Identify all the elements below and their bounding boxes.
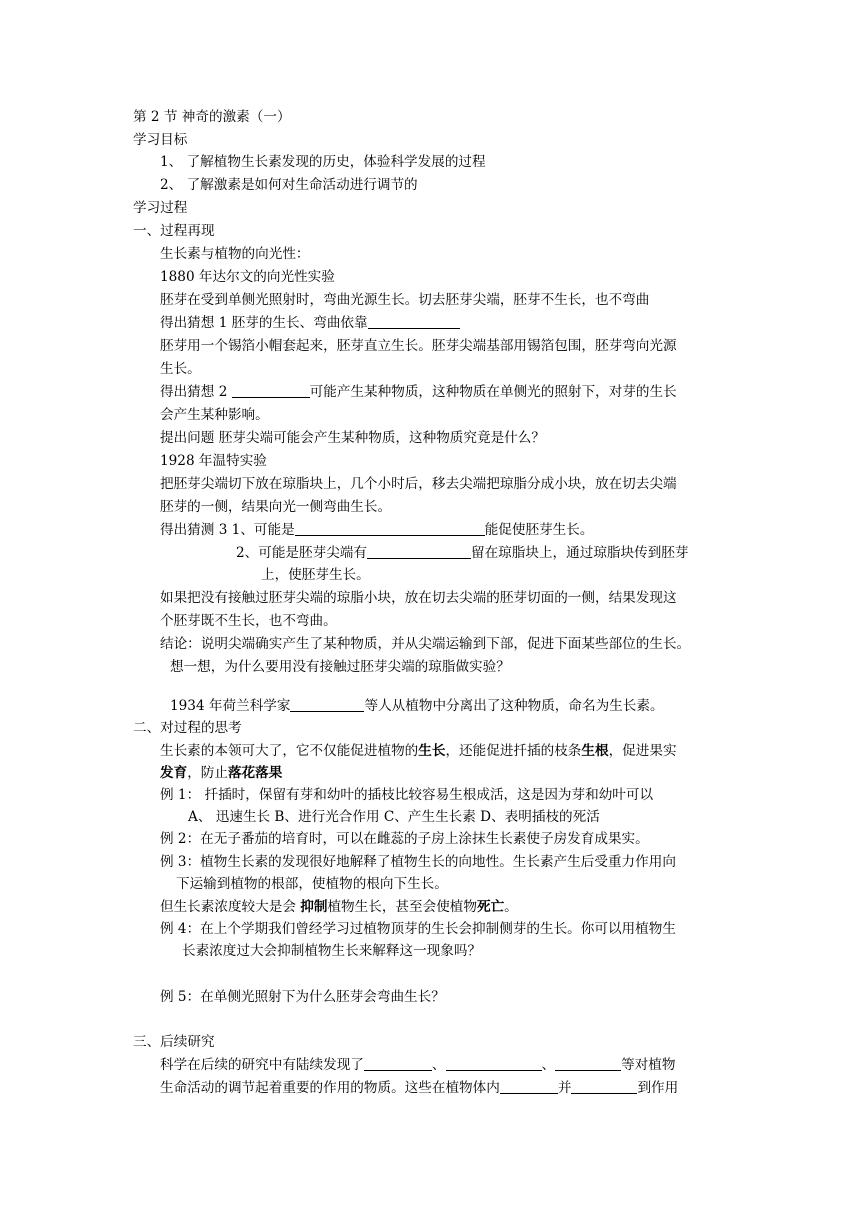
fill-in-blank[interactable]: [367, 544, 471, 559]
fill-in-blank[interactable]: [232, 383, 310, 398]
text-run: 、: [431, 1057, 446, 1073]
paragraph-line: [160, 1079, 678, 1097]
goal-2: 2、 了解激素是如何对生命活动进行调节的: [160, 177, 418, 193]
example-3-line-2: 下运输到植物的根部，使植物的根向下生长。: [176, 876, 448, 892]
paragraph-line: 生长。: [160, 361, 201, 377]
fill-in-blank[interactable]: [364, 1056, 432, 1071]
text-run: ，防止: [187, 765, 228, 781]
fill-in-blank[interactable]: [295, 521, 485, 536]
fill-in-blank[interactable]: [500, 1079, 558, 1094]
text-run: 。: [504, 899, 518, 915]
text-run: ，还能促进扦插的枝条: [445, 743, 582, 759]
paragraph-line: 个胚芽既不生长，也不弯曲。: [160, 613, 337, 629]
text-run: 科学在后续的研究中有陆续发现了: [160, 1057, 364, 1073]
text-run: 留在琼脂块上，通过琼脂块传到胚芽: [471, 545, 689, 561]
example-5: 例 5：在单侧光照射下为什么胚芽会弯曲生长？: [160, 989, 445, 1005]
section-1-heading: 一、过程再现: [133, 223, 215, 239]
example-4-line-2: 长素浓度过大会抑制植物生长来解释这一现象吗？: [182, 943, 482, 959]
text-run: 等对植物: [621, 1057, 676, 1073]
text-run: 植物生长，甚至会使植物: [327, 899, 477, 915]
paragraph-line: [160, 898, 518, 916]
paragraph-line: [160, 742, 677, 760]
text-run: 能促使胚芽生长。: [484, 522, 594, 538]
goals-heading: 学习目标: [133, 132, 188, 148]
process-heading: 学习过程: [133, 200, 188, 216]
paragraph-line: 会产生某种影响。: [160, 407, 269, 423]
text-run: 得出猜测 3 1、可能是: [160, 522, 295, 538]
example-1-question: 例 1： 扦插时，保留有芽和幼叶的插枝比较容易生根成活，这是因为芽和幼叶可以: [160, 787, 654, 803]
text-run: ，促进果实: [608, 743, 677, 759]
text-run: 2、可能是胚芽尖端有: [236, 545, 367, 561]
text-run: 、: [541, 1057, 556, 1073]
text-run: 得出猜想 1 胚芽的生长、弯曲依靠: [160, 315, 368, 331]
bold-term: 抑制: [300, 899, 328, 915]
text-run: 可能产生某种物质，这种物质在单侧光的照射下，对芽的生长: [309, 384, 677, 400]
section-title: 第 2 节 神奇的激素（一）: [133, 109, 291, 125]
goal-1: 1、 了解植物生长素发现的历史，体验科学发展的过程: [160, 154, 486, 170]
text-run: 生命活动的调节起着重要的作用的物质。这些在植物体内: [160, 1080, 500, 1096]
paragraph-line: [160, 521, 593, 539]
paragraph-line: 上，使胚芽生长。: [261, 567, 370, 583]
paragraph-line: 生长素与植物的向光性：: [160, 246, 310, 262]
text-run: 得出猜想 2: [160, 384, 232, 400]
text-run: 生长素的本领可大了，它不仅能促进植物的: [160, 743, 419, 759]
paragraph-line: 1880 年达尔文的向光性实验: [160, 269, 335, 285]
fill-in-blank[interactable]: [571, 1079, 637, 1094]
text-run: 但生长素浓度较大是会: [160, 899, 301, 915]
conclusion-line: 结论：说明尖端确实产生了某种物质，并从尖端运输到下部，促进下面某些部位的生长。: [160, 636, 691, 652]
paragraph-line: 把胚芽尖端切下放在琼脂块上，几个小时后，移去尖端把琼脂分成小块，放在切去尖端: [160, 476, 677, 492]
text-run: 并: [557, 1080, 572, 1096]
fill-in-blank[interactable]: [290, 697, 364, 712]
bold-term: 生长: [418, 743, 446, 759]
example-4-line-1: 例 4：在上个学期我们曾经学习过植物顶芽的生长会抑制侧芽的生长。你可以用植物生: [160, 921, 676, 937]
paragraph-line: 胚芽的一侧，结果向光一侧弯曲生长。: [160, 499, 392, 515]
example-3-line-1: 例 3：植物生长素的发现很好地解释了植物生长的向地性。生长素产生后受重力作用向: [160, 854, 676, 870]
paragraph-line: [170, 697, 664, 715]
fill-in-blank[interactable]: [555, 1056, 621, 1071]
paragraph-line: [160, 383, 677, 401]
text-run: 等人从植物中分离出了这种物质，命名为生长素。: [364, 698, 664, 714]
text-run: 1934 年荷兰科学家: [170, 698, 291, 714]
section-2-heading: 二、对过程的思考: [133, 720, 242, 736]
paragraph-line: 1928 年温特实验: [160, 453, 267, 469]
bold-term: 死亡: [476, 899, 505, 915]
fill-in-blank[interactable]: [368, 314, 460, 329]
paragraph-line: 提出问题 胚芽尖端可能会产生某种物质，这种物质究竟是什么？: [160, 430, 545, 446]
text-run: 到作用: [637, 1080, 679, 1096]
think-question: 想一想，为什么要用没有接触过胚芽尖端的琼脂做实验？: [170, 659, 510, 675]
example-2: 例 2：在无子番茄的培育时，可以在雌蕊的子房上涂抹生长素使子房发育成果实。: [160, 831, 649, 847]
paragraph-line: [160, 314, 460, 332]
paragraph-line: [160, 764, 282, 782]
paragraph-line: 胚芽用一个锡箔小帽套起来，胚芽直立生长。胚芽尖端基部用锡箔包围，胚芽弯向光源: [160, 338, 677, 354]
bold-term: 生根: [581, 743, 609, 759]
bold-term: 发育: [160, 765, 188, 781]
section-3-heading: 三、后续研究: [133, 1034, 215, 1050]
paragraph-line: [160, 1056, 675, 1074]
bold-term: 落花落果: [227, 765, 283, 781]
paragraph-line: 如果把没有接触过胚芽尖端的琼脂小块，放在切去尖端的胚芽切面的一侧，结果发现这: [160, 590, 677, 606]
example-1-options: A、 迅速生长 B、进行光合作用 C、产生生长素 D、表明插枝的死活: [188, 809, 600, 825]
paragraph-line: [236, 544, 689, 562]
paragraph-line: 胚芽在受到单侧光照射时，弯曲光源生长。切去胚芽尖端，胚芽不生长，也不弯曲: [160, 292, 650, 308]
fill-in-blank[interactable]: [446, 1056, 542, 1071]
